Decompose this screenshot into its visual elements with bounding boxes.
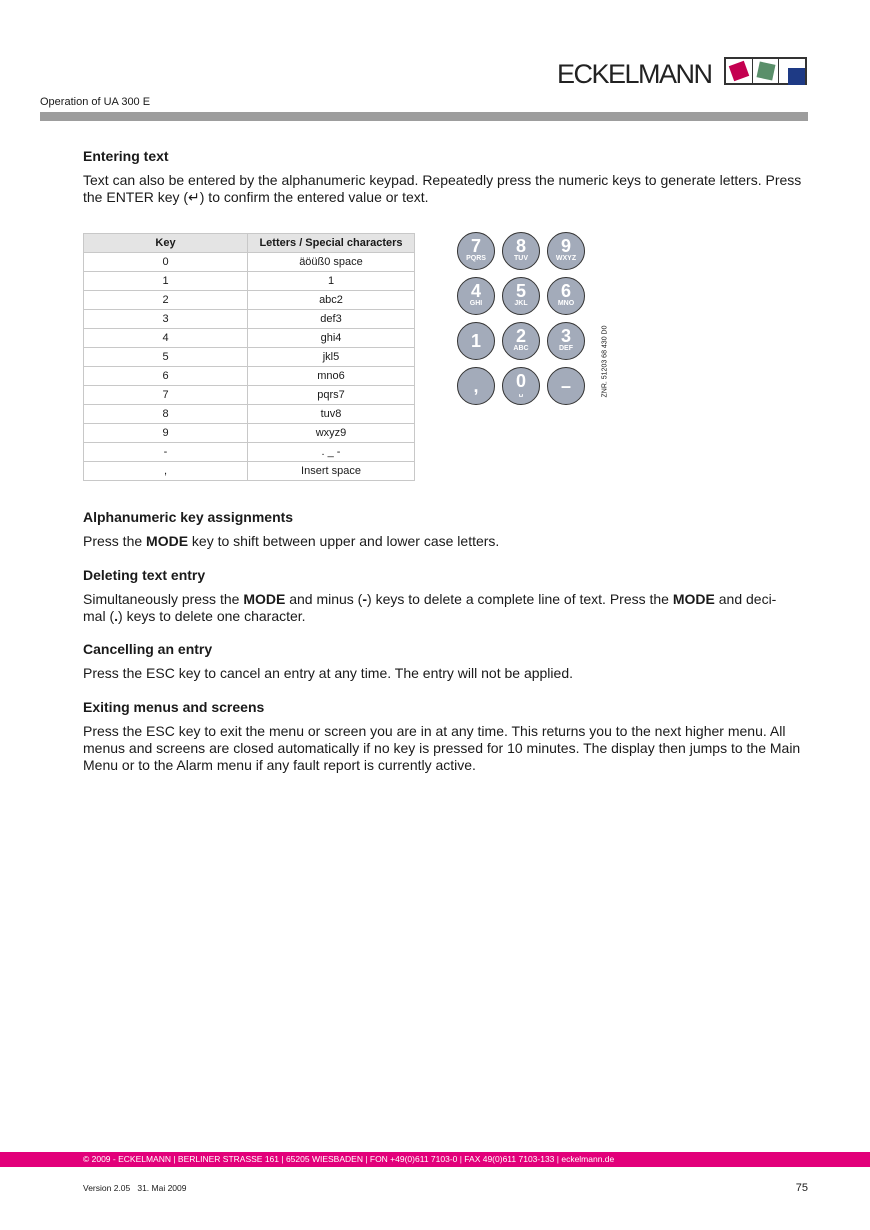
keypad-key [547,232,585,270]
key-cell: 3 [84,310,248,329]
keypad-key [547,367,585,405]
footer-copyright: © 2009 - ECKELMANN | BERLINER STRASSE 161 | 65205 WIESBADEN | FON +49(0)611 7103-0 | FAX 49(0)611 7103-133 | eckelmann.de [83,1154,615,1164]
keypad-key [457,232,495,270]
paragraph-alphanumeric: Press the MODE key to shift between upper and lower case letters. [83,533,500,549]
table-row [84,348,415,367]
key-assignment-table [83,233,415,481]
key-letters: GHI [469,300,483,307]
key-letters: JKL [514,300,528,307]
table-row [84,367,415,386]
heading-alphanumeric: Alphanumeric key assignments [83,509,294,525]
keypad-key [457,277,495,315]
key-cell: 2 [84,291,248,310]
key-letters: DEF [559,345,573,352]
paragraph-exiting: Press the ESC key to exit the menu or screen you are in at any time. This returns you to the next higher menu. All menus and screens are closed automatically if no key is pressed for 10 minutes. The display then jumps to the Main Menu or to the Alarm menu if any fault report is currently active. [83,723,801,773]
header-title: Operation of UA 300 E [40,96,151,108]
key-cell: 8 [84,405,248,424]
key-number: 0 [515,371,526,391]
key-cell: 6 [84,367,248,386]
key-cell: 9 [84,424,248,443]
version-info: Version 2.05 31. Mai 2009 [83,1183,187,1193]
heading-exiting: Exiting menus and screens [83,699,265,715]
key-letters: TUV [514,255,528,262]
keypad-key [457,322,495,360]
keypad-key [502,232,540,270]
eckelmann-logo [557,57,809,87]
letters-cell: pqrs7 [248,386,415,405]
key-letters: MNO [557,300,575,307]
logo-squares-icon [724,57,807,85]
key-letters: ABC [513,345,529,352]
table-header: Letters / Special characters [248,234,415,253]
keypad-key [502,367,540,405]
key-cell: 4 [84,329,248,348]
table-row [84,405,415,424]
letters-cell: äöüß0 space [248,253,415,272]
letters-cell: 1 [248,272,415,291]
key-letters: ␣ [518,390,524,397]
header-divider [40,112,808,121]
key-cell: - [84,443,248,462]
key-cell: 5 [84,348,248,367]
table-row [84,291,415,310]
letters-cell: wxyz9 [248,424,415,443]
letters-cell: jkl5 [248,348,415,367]
key-number: 9 [560,236,571,256]
key-number: , [473,376,479,396]
table-row [84,272,415,291]
letters-cell: mno6 [248,367,415,386]
heading-deleting: Deleting text entry [83,567,206,583]
heading-entering-text: Entering text [83,148,169,164]
heading-cancelling: Cancelling an entry [83,641,213,657]
table-header: Key [84,234,248,253]
keypad-key [547,322,585,360]
letters-cell: . _ - [248,443,415,462]
letters-cell: def3 [248,310,415,329]
table-row [84,310,415,329]
table-row [84,253,415,272]
letters-cell: tuv8 [248,405,415,424]
key-cell: 1 [84,272,248,291]
key-letters: WXYZ [555,255,577,262]
keypad-key [547,277,585,315]
keypad-key [502,322,540,360]
letters-cell: Insert space [248,462,415,481]
drawing-number: ZNR. 51203 68 430 D0 [601,325,609,398]
table-row [84,386,415,405]
key-number: 7 [470,236,481,256]
key-cell: , [84,462,248,481]
key-number: 3 [560,326,571,346]
table-row [84,424,415,443]
keypad-key [502,277,540,315]
keypad-key [457,367,495,405]
key-number: 6 [560,281,571,301]
page-number: 75 [795,1182,808,1194]
letters-cell: ghi4 [248,329,415,348]
key-number: 5 [515,281,526,301]
key-number: 1 [470,331,481,351]
key-number: 2 [515,326,526,346]
key-number: 4 [470,281,481,301]
table-row [84,443,415,462]
key-cell: 7 [84,386,248,405]
paragraph-entering-text: Text can also be entered by the alphanumeric keypad. Repeatedly press the numeric keys to generate letters. Press the ENTER key (↵) to confirm the entered value or text. [83,172,802,205]
key-cell: 0 [84,253,248,272]
key-number: – [560,376,571,396]
paragraph-deleting: Simultaneously press the MODE and minus (-) keys to delete a complete line of text. Press the MODE and deci- mal (.) keys to delete one character. [83,591,777,624]
key-number: 8 [515,236,526,256]
key-letters: PQRS [466,255,486,262]
logo-wordmark: ECKELMANN [557,59,712,89]
table-row [84,329,415,348]
letters-cell: abc2 [248,291,415,310]
paragraph-cancelling: Press the ESC key to cancel an entry at any time. The entry will not be applied. [83,665,573,681]
table-row [84,462,415,481]
